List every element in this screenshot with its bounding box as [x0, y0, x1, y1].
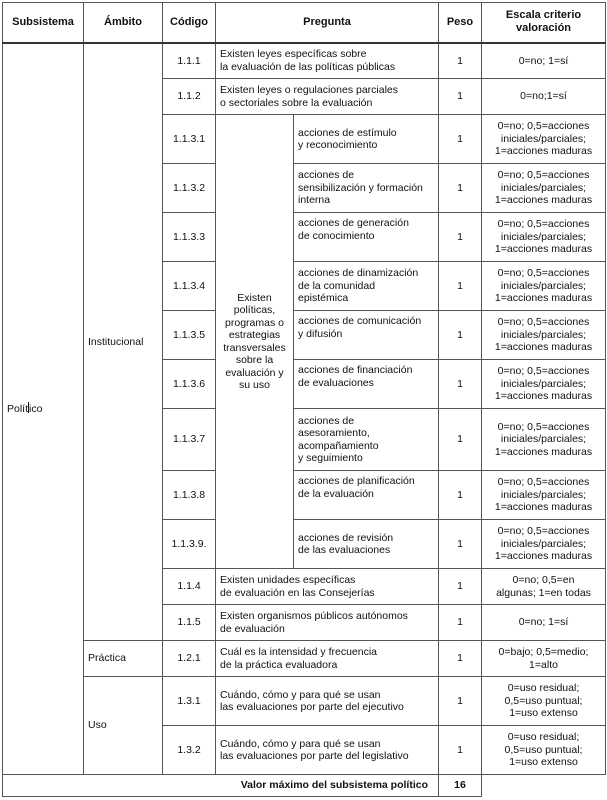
- pregunta-cell: acciones de planificación de la evaluación: [294, 471, 439, 520]
- pregunta-cell: acciones de revisión de las evaluaciones: [294, 520, 439, 569]
- pregunta-cell: acciones de generación de conocimiento: [294, 213, 439, 262]
- header-ambito: Ámbito: [84, 3, 163, 43]
- table-row: [3, 677, 606, 726]
- codigo-cell: 1.1.3.1: [163, 115, 216, 164]
- ambito-institucional: Institucional: [84, 43, 163, 641]
- pregunta-cell: Cuándo, cómo y para qué se usan las evaluaciones por parte del legislativo: [216, 726, 439, 775]
- total-row: [3, 775, 606, 797]
- escala-cell: 0=no; 0,5=acciones iniciales/parciales; 1=acciones maduras: [482, 409, 606, 471]
- escala-cell: 0=no; 0,5=acciones iniciales/parciales; 1=acciones maduras: [482, 520, 606, 569]
- pregunta-cell: Existen organismos públicos autónomos de evaluación: [216, 605, 439, 641]
- codigo-cell: 1.1.3.7: [163, 409, 216, 471]
- codigo-cell: 1.1.4: [163, 569, 216, 605]
- escala-cell: 0=uso residual; 0,5=uso puntual; 1=uso extenso: [482, 677, 606, 726]
- pregunta-cell: acciones de sensibilización y formación interna: [294, 164, 439, 213]
- codigo-cell: 1.1.3.4: [163, 262, 216, 311]
- empty-cell: [482, 775, 606, 797]
- group-1-1-3-label: Existen políticas, programas o estrategias transversales sobre la evaluación y su uso: [216, 115, 294, 569]
- escala-cell: 0=no; 0,5=acciones iniciales/parciales; 1=acciones maduras: [482, 311, 606, 360]
- pregunta-cell: acciones de estímulo y reconocimiento: [294, 115, 439, 164]
- peso-cell: 1: [439, 213, 482, 262]
- escala-cell: 0=no; 0,5=acciones iniciales/parciales; 1=acciones maduras: [482, 115, 606, 164]
- pregunta-cell: acciones de financiación de evaluaciones: [294, 360, 439, 409]
- codigo-cell: 1.1.5: [163, 605, 216, 641]
- escala-cell: 0=no; 0,5=acciones iniciales/parciales; 1=acciones maduras: [482, 213, 606, 262]
- pregunta-cell: acciones de comunicación y difusión: [294, 311, 439, 360]
- escala-cell: 0=no; 0,5=acciones iniciales/parciales; 1=acciones maduras: [482, 471, 606, 520]
- header-peso: Peso: [439, 3, 482, 43]
- peso-cell: 1: [439, 605, 482, 641]
- header-row: [3, 3, 606, 43]
- table-row: [3, 43, 606, 79]
- peso-cell: 1: [439, 115, 482, 164]
- peso-cell: 1: [439, 262, 482, 311]
- codigo-cell: 1.1.3.3: [163, 213, 216, 262]
- pregunta-cell: Existen leyes o regulaciones parciales o sectoriales sobre la evaluación: [216, 79, 439, 115]
- ambito-uso: Uso: [84, 677, 163, 775]
- peso-cell: 1: [439, 164, 482, 213]
- pregunta-cell: acciones de asesoramiento, acompañamiento y seguimiento: [294, 409, 439, 471]
- pregunta-cell: Existen leyes específicas sobre la evaluación de las políticas públicas: [216, 43, 439, 79]
- peso-cell: 1: [439, 677, 482, 726]
- pregunta-cell: Existen unidades específicas de evaluación en las Consejerías: [216, 569, 439, 605]
- subsistema-text-before: Polít: [7, 403, 29, 415]
- peso-cell: 1: [439, 311, 482, 360]
- subsistema-text-after: ico: [29, 403, 43, 415]
- escala-cell: 0=no; 0,5=en algunas; 1=en todas: [482, 569, 606, 605]
- header-subsistema: Subsistema: [3, 3, 84, 43]
- codigo-cell: 1.1.3.6: [163, 360, 216, 409]
- peso-cell: 1: [439, 360, 482, 409]
- codigo-cell: 1.3.2: [163, 726, 216, 775]
- total-value: 16: [439, 775, 482, 797]
- escala-cell: 0=no; 0,5=acciones iniciales/parciales; 1=acciones maduras: [482, 262, 606, 311]
- escala-cell: 0=no; 0,5=acciones iniciales/parciales; 1=acciones maduras: [482, 164, 606, 213]
- table-row: [3, 641, 606, 677]
- escala-cell: 0=no;1=sí: [482, 79, 606, 115]
- peso-cell: 1: [439, 569, 482, 605]
- codigo-cell: 1.1.2: [163, 79, 216, 115]
- peso-cell: 1: [439, 43, 482, 79]
- subsistema-cell[interactable]: [3, 43, 84, 775]
- pregunta-cell: Cuándo, cómo y para qué se usan las evaluaciones por parte del ejecutivo: [216, 677, 439, 726]
- codigo-cell: 1.1.3.9.: [163, 520, 216, 569]
- peso-cell: 1: [439, 79, 482, 115]
- escala-cell: 0=uso residual; 0,5=uso puntual; 1=uso extenso: [482, 726, 606, 775]
- peso-cell: 1: [439, 520, 482, 569]
- header-escala: Escala criterio valoración: [482, 3, 606, 43]
- escala-cell: 0=no; 1=sí: [482, 605, 606, 641]
- codigo-cell: 1.3.1: [163, 677, 216, 726]
- escala-cell: 0=no; 1=sí: [482, 43, 606, 79]
- peso-cell: 1: [439, 641, 482, 677]
- codigo-cell: 1.2.1: [163, 641, 216, 677]
- escala-cell: 0=bajo; 0,5=medio; 1=alto: [482, 641, 606, 677]
- header-codigo: Código: [163, 3, 216, 43]
- ambito-practica: Práctica: [84, 641, 163, 677]
- header-pregunta: Pregunta: [216, 3, 439, 43]
- escala-cell: 0=no; 0,5=acciones iniciales/parciales; 1=acciones maduras: [482, 360, 606, 409]
- total-label: Valor máximo del subsistema político: [3, 775, 439, 797]
- peso-cell: 1: [439, 726, 482, 775]
- codigo-cell: 1.1.3.2: [163, 164, 216, 213]
- pregunta-cell: acciones de dinamización de la comunidad epistémica: [294, 262, 439, 311]
- codigo-cell: 1.1.3.5: [163, 311, 216, 360]
- codigo-cell: 1.1.1: [163, 43, 216, 79]
- pregunta-cell: Cuál es la intensidad y frecuencia de la práctica evaluadora: [216, 641, 439, 677]
- peso-cell: 1: [439, 471, 482, 520]
- codigo-cell: 1.1.3.8: [163, 471, 216, 520]
- peso-cell: 1: [439, 409, 482, 471]
- evaluation-table: [2, 2, 606, 797]
